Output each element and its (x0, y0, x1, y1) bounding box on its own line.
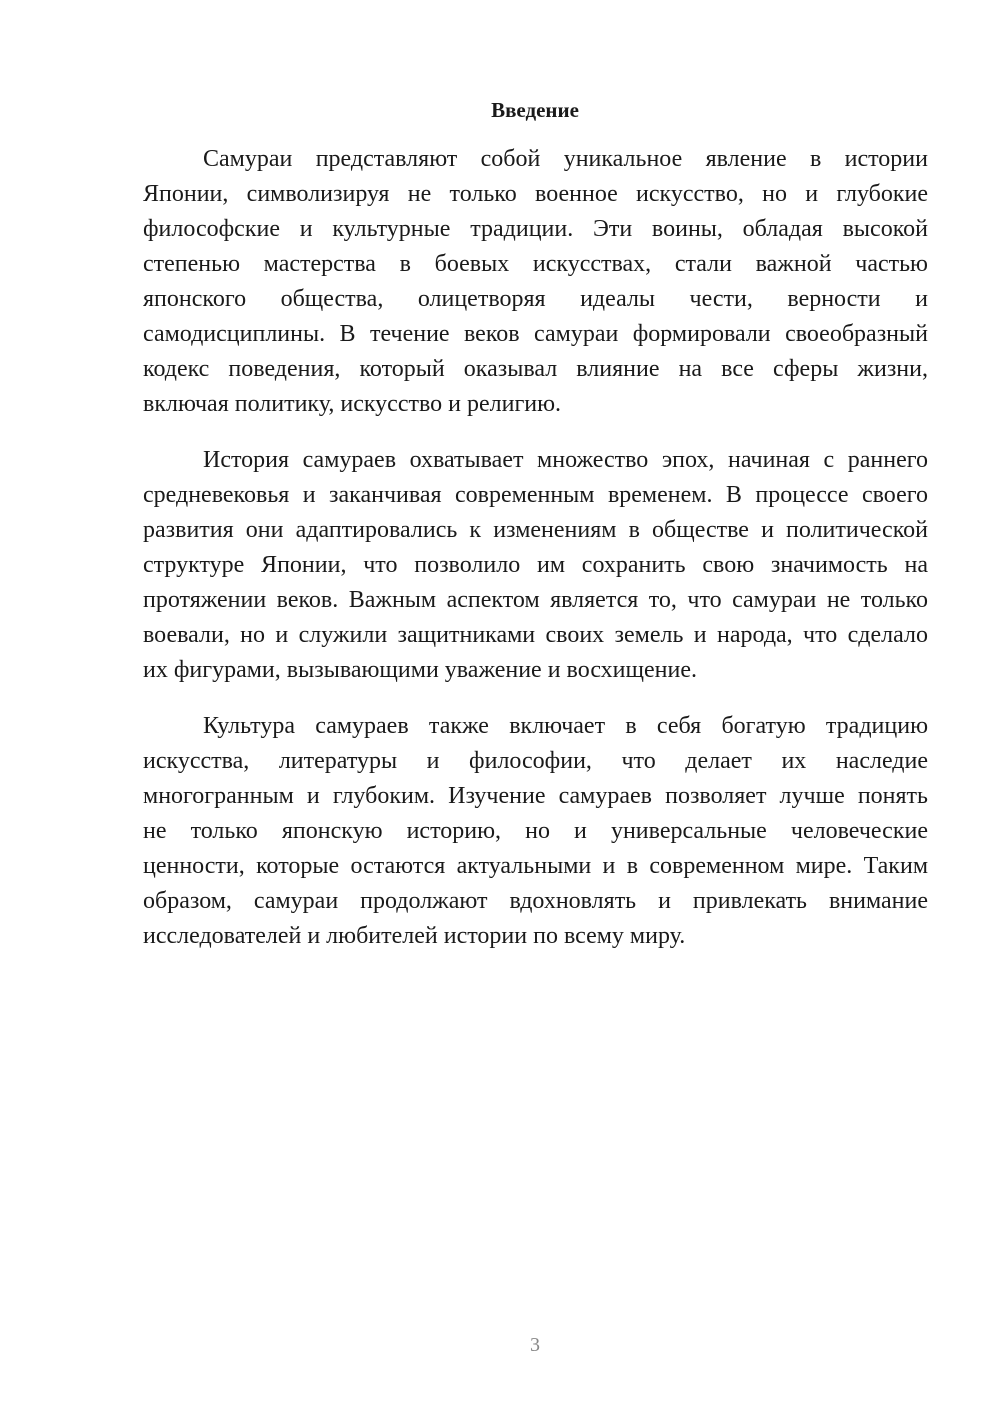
section-title: Введение (491, 98, 579, 122)
text-line: структуре Японии, что позволило им сохранить свою значимость на (143, 552, 928, 578)
text-line: средневековья и заканчивая современным временем. В процессе своего (143, 482, 928, 508)
text-line: Японии, символизируя не только военное искусство, но и глубокие (143, 181, 928, 207)
text-line: История самураев охватывает множество эпох, начиная с раннего (203, 447, 928, 473)
text-line: их фигурами, вызывающими уважение и восхищение. (143, 657, 697, 683)
text-line: образом, самураи продолжают вдохновлять и привлекать внимание (143, 888, 928, 914)
text-line: кодекс поведения, который оказывал влияние на все сферы жизни, (143, 356, 928, 382)
text-line: развития они адаптировались к изменениям в обществе и политической (143, 517, 928, 543)
text-line: Самураи представляют собой уникальное явление в истории (203, 146, 928, 172)
paragraph (143, 443, 928, 688)
text-line: протяжении веков. Важным аспектом является то, что самураи не только (143, 587, 928, 613)
text-line: самодисциплины. В течение веков самураи формировали своеобразный (143, 321, 928, 347)
text-line: исследователей и любителей истории по всему миру. (143, 923, 686, 949)
text-line: включая политику, искусство и религию. (143, 391, 562, 417)
text-line: многогранным и глубоким. Изучение самураев позволяет лучше понять (143, 783, 928, 809)
text-line: ценности, которые остаются актуальными и в современном мире. Таким (143, 853, 928, 879)
paragraph (143, 709, 928, 954)
text-line: японского общества, олицетворяя идеалы чести, верности и (143, 286, 928, 312)
text-line: философские и культурные традиции. Эти воины, обладая высокой (143, 216, 928, 242)
text-line: Культура самураев также включает в себя богатую традицию (203, 713, 928, 739)
text-line: искусства, литературы и философии, что делает их наследие (143, 748, 928, 774)
text-line: степенью мастерства в боевых искусствах, стали важной частью (143, 251, 928, 277)
document-body (143, 142, 928, 975)
text-line: не только японскую историю, но и универсальные человеческие (143, 818, 928, 844)
text-line: воевали, но и служили защитниками своих земель и народа, что сделало (143, 622, 928, 648)
page-number: 3 (530, 1334, 540, 1356)
paragraph (143, 142, 928, 422)
